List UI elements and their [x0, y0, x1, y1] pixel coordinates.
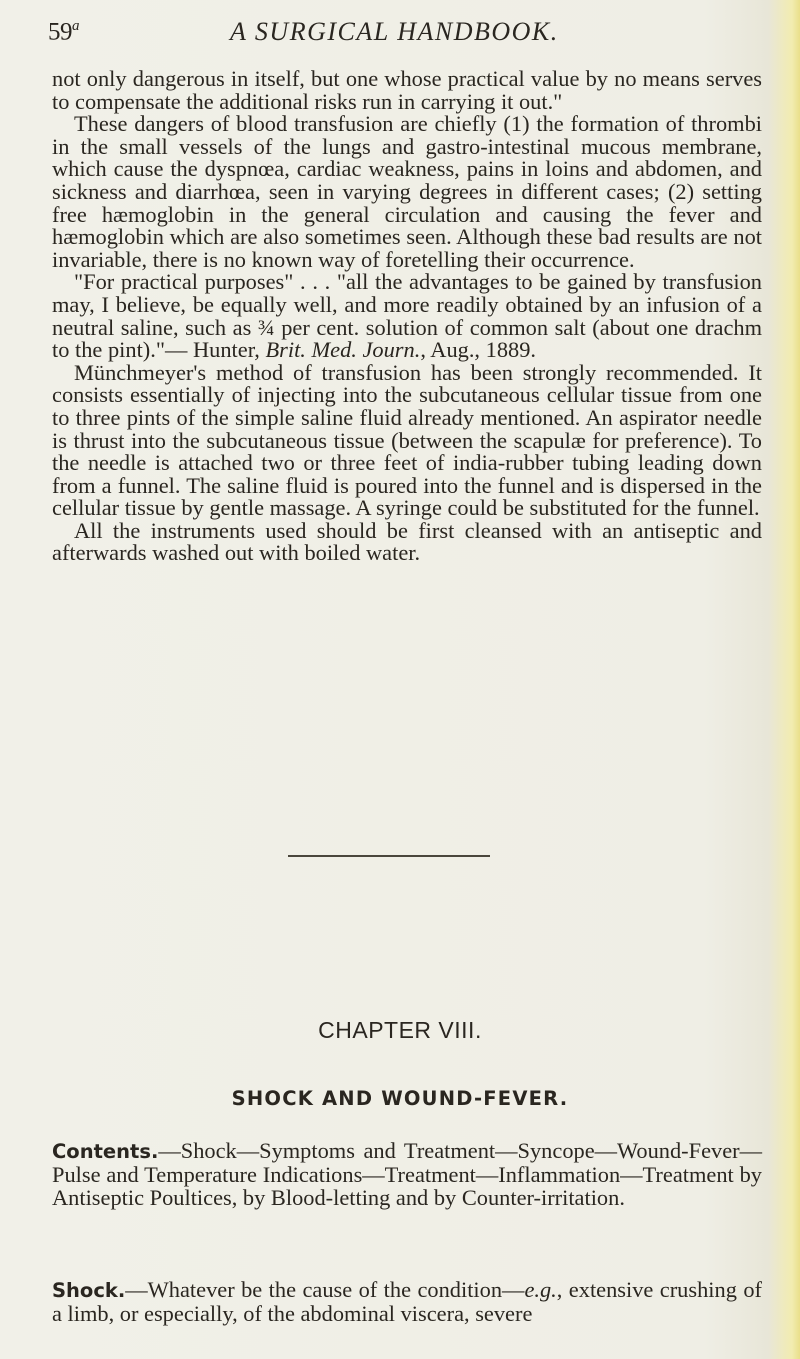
paragraph-instruments: All the instruments used should be first cleansed with an antiseptic and afterwards washed out with boiled water. — [52, 517, 762, 566]
page-number-digits: 59 — [48, 18, 72, 46]
page-number — [48, 18, 79, 46]
chapter-contents — [52, 1140, 762, 1209]
paragraph-quote — [52, 271, 762, 361]
paragraph-dangers: These dangers of blood transfusion are chiefly (1) the formation of thrombi in the small vessels of the lungs and gastro-intestinal mucous membrane, which cause the dyspnœa, cardiac weakness, pains in loins and abdomen, and sickness and diarrhœa, seen in varying degrees in different cases; (2) setting free hæmoglobin in the general circulation and causing the fever and hæmoglobin which are also sometimes seen. Although these bad results are not invariable, there is no known way of foretelling their occurrence. — [52, 111, 762, 272]
shock-text-b: , extensive crushing of a limb, or especially, of the abdominal viscera, severe — [52, 1277, 762, 1326]
page-number-suffix: a — [72, 18, 79, 34]
contents-text: —Shock—Symptoms and Treatment—Syncope—Wound-Fever—Pulse and Temperature Indications—Treatment—Inflammation—Treatment by Antiseptic Poultices, by Blood-letting and by Counter-irritation. — [52, 1138, 762, 1210]
section-divider — [288, 855, 490, 857]
quote-text: "For practical purposes" . . . "all the advantages to be gained by transfusion may, I believe, be equally well, and more readily obtained by an infusion of a neutral saline, such as ¾ per cent. solution of common salt (about one drachm to the pint)."— Hunter, — [52, 269, 762, 363]
chapter-number: CHAPTER VIII. — [318, 1017, 482, 1043]
contents-label: Contents. — [52, 1140, 159, 1163]
shock-label: Shock. — [52, 1279, 126, 1302]
page-header — [48, 14, 768, 54]
paragraph-munchmeyer: Münchmeyer's method of transfusion has been strongly recommended. It consists essentially of injecting into the subcutaneous cellular tissue from one to three pints of the simple saline fluid already mentioned. An aspirator needle is thrust into the subcutaneous tissue (between the scapulæ for preference). To the needle is attached two or three feet of india-rubber tubing leading down from a funnel. The saline fluid is poured into the funnel and is dispersed in the cellular tissue by gentle massage. A syringe could be substituted for the funnel. — [52, 359, 762, 521]
body-text — [52, 68, 762, 565]
shock-eg: e.g. — [524, 1277, 557, 1302]
citation-date: , Aug., 1889. — [420, 337, 537, 363]
shock-paragraph — [52, 1278, 762, 1325]
running-title: A SURGICAL HANDBOOK. — [230, 17, 559, 46]
shock-text-a: —Whatever be the cause of the condition— — [125, 1277, 525, 1302]
paragraph-continued: not only dangerous in itself, but one whose practical value by no means serves to compensate the additional risks run in carrying it out." — [52, 66, 762, 114]
journal-citation: Brit. Med. Journ. — [265, 337, 421, 363]
chapter-title: SHOCK AND WOUND-FEVER. — [231, 1087, 569, 1110]
